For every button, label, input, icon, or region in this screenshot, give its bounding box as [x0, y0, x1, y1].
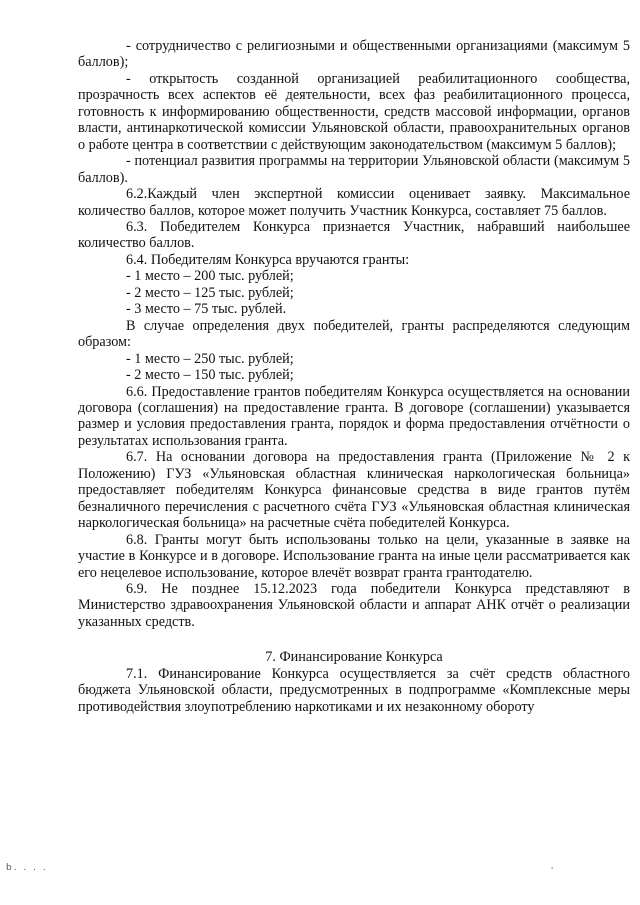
- document-page: [78, 38, 630, 715]
- paragraph: 6.2.Каждый член экспертной комиссии оценивает заявку. Максимальное количество баллов, которое может получить Участник Конкурса, составляет 75 баллов.: [78, 186, 630, 219]
- paragraph: В случае определения двух победителей, гранты распределяются следующим образом:: [78, 317, 630, 351]
- paragraph: 6.9. Не позднее 15.12.2023 года победители Конкурса представляют в Министерство здравоохранения Ульяновской области и аппарат АНК отчёт о реализации указанных средств.: [78, 580, 630, 630]
- paragraph: 6.3. Победителем Конкурса признается Участник, набравший наибольшее количество баллов.: [78, 218, 630, 252]
- paragraph: 6.4. Победителям Конкурса вручаются гранты:: [126, 251, 410, 268]
- body-text: [78, 38, 630, 630]
- paragraph: - 1 место – 250 тыс. рублей;: [126, 350, 294, 367]
- paragraph: - сотрудничество с религиозными и общественными организациями (максимум 5 баллов);: [78, 38, 630, 71]
- paragraph: - 1 место – 200 тыс. рублей;: [126, 268, 294, 285]
- section-heading: 7. Финансирование Конкурса: [265, 649, 443, 666]
- paragraph: - 3 место – 75 тыс. рублей.: [126, 301, 287, 318]
- paragraph: - потенциал развития программы на территории Ульяновской области (максимум 5 баллов).: [78, 153, 630, 186]
- paragraph: 6.6. Предоставление грантов победителям Конкурса осуществляется на основании договора (соглашения) на предоставление гранта. В договоре (соглашении) указывается размер и условия предоставления гранта, порядок и форма предоставления отчётности о результатах использования гранта.: [78, 383, 630, 449]
- paragraph: - 2 место – 125 тыс. рублей;: [126, 284, 294, 301]
- scan-mark-left: b. . . .: [6, 863, 48, 873]
- paragraph: 7.1. Финансирование Конкурса осуществляется за счёт средств областного бюджета Ульяновской области, предусмотренных в подпрограмме «Комплексные меры противодействия злоупотреблению наркотиками и их незаконному обороту: [78, 665, 630, 715]
- section-text: [78, 666, 630, 715]
- paragraph: 6.8. Гранты могут быть использованы только на цели, указанные в заявке на участие в Конкурсе и в договоре. Использование гранта на иные цели рассматривается как его нецелевое использование, которое влечёт возврат гранта грантодателю.: [78, 531, 630, 581]
- paragraph: - открытость созданной организацией реабилитационного сообщества, прозрачность всех аспектов её деятельности, всех фаз реабилитационного процесса, готовность к информированию общественности, средств массовой информации, органов власти, антинаркотической комиссии Ульяновской области, правоохранительных органов о работе центра в соответствии с действующим законодательством (максимум 5 баллов);: [78, 70, 630, 153]
- paragraph: - 2 место – 150 тыс. рублей;: [126, 367, 294, 384]
- paragraph: 6.7. На основании договора на предоставления гранта (Приложение № 2 к Положению) ГУЗ «Ульяновская областная клиническая наркологическая больница» предоставляет победителям Конкурса финансовые средства в виде грантов путём безналичного перечисления с расчетного счёта ГУЗ «Ульяновская областная клиническая наркологическая больница» на расчетные счёта победителей Конкурса.: [78, 449, 630, 532]
- scan-mark-right: ': [551, 866, 554, 875]
